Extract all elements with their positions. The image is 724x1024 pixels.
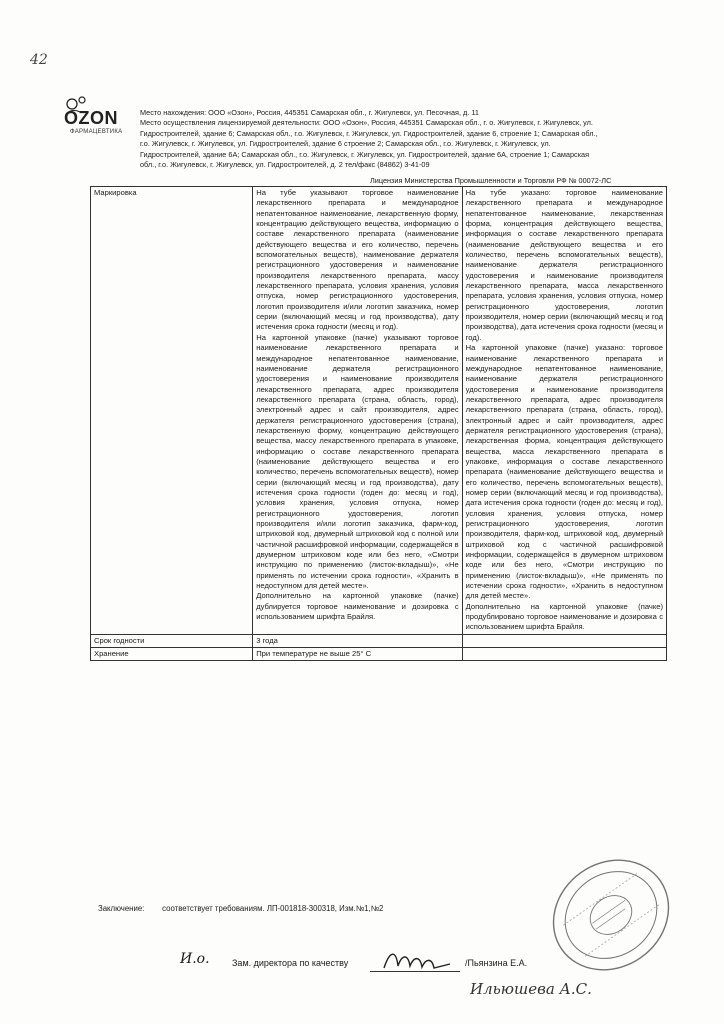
table-row [91,187,667,635]
handwritten-signature-icon [380,946,460,976]
header-line: Гидростроителей, здание 6А; Самарская обл., г.о. Жигулевск, г. Жигулевск, ул. Гидростроителей, здание 6А, строение 1; Самарская [140,149,590,159]
paragraph: На картонной упаковке (пачке) указано: торговое наименование лекарственного препарата и международное непатентованное наименование, наименование держателя регистрационного удостоверения и наименование производителя лекарственного препарата, адрес производителя лекарственного препарата (страна, область, город), электронный адрес и сайт производителя, адрес держателя регистрационного удостоверения (страна), лекарственная форма, концентрация действующего вещества, масса лекарственного препарата в упаковке, информация о составе лекарственного препарата (наименование действующего вещества и его количество, перечень вспомогательных веществ), номер серии (включающий месяц и год производства), дата истечения срока годности (годен до: месяц и год), условия хранения, условия отпуска, номер регистрационного удостоверения, логотип производителя, фарм-код, штриховой код, двумерный штриховой код с частичной расшифровкой информации, содержащейся в двумерном штриховом коде или без него, «Смотри инструкцию по применению (листок-вкладыш)», «Не применять по истечении срока годности», «Хранить в недоступном для детей месте». [465,343,663,601]
paragraph: На картонной упаковке (пачке) указывают торговое наименование лекарственного препарата и международное непатентованное наименование, наименование держателя регистрационного удостоверения и наименование производителя лекарственного препарата, адрес производителя лекарственного препарата (страна, область, город), электронный адрес и сайт производителя, адрес держателя регистрационного удостоверения (страна), лекарственную форму, концентрацию действующего вещества, массу лекарственного препарата в упаковке, информацию о составе лекарственного препарата (наименование действующего вещества и его количество, перечень вспомогательных веществ), номер серии (включающий месяц и год производства), дату истечения срока годности (годен до: месяц и год), условия хранения, условия отпуска, номер регистрационного удостоверения, логотип производителя и/или логотип заказчика, фарм-код, штриховой код, двумерный штриховой код с полной или частичной расшифровкой информации, содержащейся в двумерном штриховом коде или без него, «Смотри инструкцию по применению (листок-вкладыш)», «Не применять по истечении срока годности», «Хранить в недоступном для детей месте». [256,332,459,591]
conclusion-text: соответствует требованиям. ЛП-001818-300318, Изм.№1,№2 [162,904,384,913]
conclusion-label: Заключение: [98,904,145,913]
row-label: Срок годности [91,634,253,647]
round-stamp-icon [546,856,676,974]
row-label: Хранение [91,648,253,661]
logo-subtitle: ФАРМАЦЕВТИКА [70,129,123,135]
handwritten-name: Ильюшева А.С. [470,980,592,998]
header-line: Место нахождения: ООО «Озон», Россия, 445351 Самарская обл., г. Жигулевск, ул. Песочная, д. 11 [140,108,479,117]
signatory-acting-prefix: И.о. [180,951,210,967]
signatory-name: /Пьянзина Е.А. [465,958,528,968]
paragraph: Дополнительно на картонной упаковке (пачке) дублируется торговое наименование и дозировка с использованием шрифта Брайля. [256,591,459,622]
logo-name: OZON [64,108,118,128]
header-line: Место осуществления лицензируемой деятельности: ООО «Озон», Россия, 445351 Самарская обл., г. о. Жигулевск, г. Жигулевск, ул. [140,118,593,128]
paragraph: Дополнительно на картонной упаковке (пачке) продублировано торговое наименование и дозировка с использованием шрифта Брайля. [465,601,663,632]
company-header [140,108,660,170]
result-cell [462,648,666,661]
requirement-cell: При температуре не выше 25° С [253,648,462,661]
result-cell [462,634,666,647]
table-row [91,634,667,647]
page-number: 42 [30,52,48,68]
specification-table [90,186,667,661]
result-cell [462,187,666,635]
header-line: г.о. Жигулевск, г. Жигулевск, ул. Гидростроителей, здание 6 строение 2; Самарская обл., г.о. Жигулевск, г. Жигулевск, ул. [140,139,551,149]
license-line: Лицензия Министерства Промышленности и Торговли РФ № 00072-ЛС [370,176,612,185]
company-logo [58,94,138,142]
signatory-title: Зам. директора по качеству [232,958,349,968]
requirement-cell: 3 года [253,634,462,647]
table-row [91,648,667,661]
row-label: Маркировка [91,187,253,635]
conclusion [98,904,383,913]
header-line: обл., г.о. Жигулевск, г. Жигулевск, ул. Гидростроителей, д. 2 тел/факс (84862) 3-41-09 [140,160,430,170]
paragraph: На тубе указывают торговое наименование лекарственного препарата и международное непатентованное наименование, лекарственную форму, концентрацию действующего вещества, информацию о составе лекарственного препарата (наименование действующего вещества и его количество, перечень вспомогательных веществ), наименование держателя регистрационного удостоверения и наименование производителя лекарственного препарата, массу лекарственного препарата, условия хранения, условия отпуска, номер регистрационного удостоверения, логотип производителя и/или логотип заказчика, номер серии (включающий месяц и год производства), дату истечения срока годности (месяц и год). [256,188,459,332]
requirement-cell [253,187,462,635]
header-line: Гидростроителей, здание 6; Самарская обл., г.о. Жигулевск, г. Жигулевск, ул. Гидростроителей, здание 6, строение 1; Самарская обл., [140,128,598,138]
paragraph: На тубе указано: торговое наименование лекарственного препарата и международное непатентованное наименование, лекарственная форма, концентрация действующего вещества, информация о составе лекарственного препарата (наименование действующего вещества и его количество, перечень вспомогательных веществ), наименование держателя регистрационного удостоверения и наименование производителя лекарственного препарата, масса лекарственного препарата, условия хранения, условия отпуска, номер регистрационного удостоверения, логотип производителя, номер серии (включающий месяц и год производства), дата истечения срока годности (месяц и год). [465,188,663,342]
